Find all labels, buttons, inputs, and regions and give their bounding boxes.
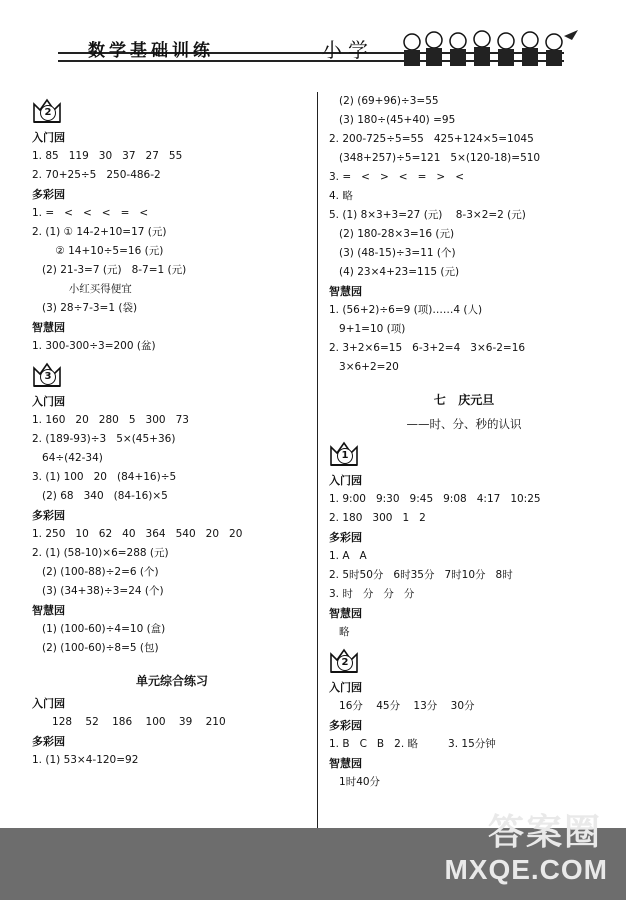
section-heading: 入门园: [32, 395, 65, 408]
unit-number: 1: [337, 448, 353, 464]
section-heading: 智慧园: [32, 321, 65, 334]
unit-badge: [32, 98, 62, 124]
book-grade: 小学: [322, 38, 374, 62]
answer-line: (348+257)÷5=121 5×(120-18)=510: [329, 152, 541, 164]
watermark-logo-text: 答案圈: [487, 812, 602, 853]
section-heading: 入门园: [32, 697, 65, 710]
answer-line: 2. 180 300 1 2: [329, 512, 426, 524]
answer-line: (2) 68 340 (84-16)×5: [32, 490, 168, 502]
answer-line: 2. (1) (58-10)×6=288 (元): [32, 547, 169, 559]
section-heading: 智慧园: [329, 757, 362, 770]
review-title: 单元综合练习: [135, 674, 208, 688]
left-column: [32, 92, 312, 770]
children-illustration-icon: [400, 28, 580, 72]
book-title: 数学基础训练: [88, 41, 214, 61]
answer-line: 1. B C B 2. 略 3. 15分钟: [329, 738, 496, 750]
unit-number: 3: [40, 369, 56, 385]
answer-line: 1. 85 119 30 37 27 55: [32, 150, 183, 162]
answer-line: 1. A A: [329, 550, 367, 562]
answer-line: (3) (48-15)÷3=11 (个): [329, 247, 456, 259]
section-heading: 多彩园: [32, 509, 65, 522]
answer-line: 4. 略: [329, 190, 353, 202]
answer-line: (3) 28÷7-3=1 (袋): [32, 302, 138, 314]
chapter-subtitle: ——时、分、秒的认识: [406, 417, 522, 431]
answer-line: 1. (1) 53×4-120=92: [32, 754, 139, 766]
answer-line: (3) 180÷(45+40) =95: [329, 114, 456, 126]
column-divider: [317, 92, 318, 830]
answer-line: (2) (100-88)÷2=6 (个): [32, 566, 159, 578]
answer-line: (2) 21-3=7 (元) 8-7=1 (元): [32, 264, 187, 276]
unit-number: 2: [40, 105, 56, 121]
chapter-title: 七 庆元旦: [433, 393, 495, 407]
answer-line: 64÷(42-34): [32, 452, 103, 464]
answer-line: 3. = < > < = > <: [329, 171, 465, 183]
answer-line: 1. 160 20 280 5 300 73: [32, 414, 189, 426]
section-heading: 入门园: [32, 131, 65, 144]
section-heading: 智慧园: [329, 285, 362, 298]
answer-line: 2. 70+25÷5 250-486-2: [32, 169, 161, 181]
answer-line: (2) 180-28×3=16 (元): [329, 228, 455, 240]
right-column: [329, 92, 599, 792]
watermark: [440, 796, 626, 900]
answer-line: 1. 9:00 9:30 9:45 9:08 4:17 10:25: [329, 493, 541, 505]
answer-line: (1) (100-60)÷4=10 (盒): [32, 623, 166, 635]
answer-line: 1. 250 10 62 40 364 540 20 20: [32, 528, 243, 540]
section-heading: 多彩园: [32, 188, 65, 201]
answer-line: (4) 23×4+23=115 (元): [329, 266, 460, 278]
unit-badge: [32, 362, 62, 388]
answer-line: 2. 3+2×6=15 6-3+2=4 3×6-2=16: [329, 342, 526, 354]
answer-line: 1. = < < < = <: [32, 207, 149, 219]
section-heading: 多彩园: [32, 735, 65, 748]
section-heading: 多彩园: [329, 719, 362, 732]
answer-line: 3. (1) 100 20 (84+16)÷5: [32, 471, 177, 483]
section-heading: 多彩园: [329, 531, 362, 544]
answer-line: 小红买得便宜: [32, 283, 132, 295]
page-header: [0, 0, 626, 82]
answer-line: 2. (189-93)÷3 5×(45+36): [32, 433, 176, 445]
answer-line: 3. 时 分 分 分: [329, 588, 415, 600]
answer-line: 2. (1) ① 14-2+10=17 (元): [32, 226, 167, 238]
answer-line: 3×6+2=20: [329, 361, 399, 373]
answer-line: 128 52 186 100 39 210: [32, 716, 226, 728]
answer-line: 2. 5时50分 6时35分 7时10分 8时: [329, 569, 513, 581]
section-heading: 智慧园: [32, 604, 65, 617]
section-heading: 入门园: [329, 681, 362, 694]
answer-line: (2) (69+96)÷3=55: [329, 95, 439, 107]
unit-badge: [329, 441, 359, 467]
unit-number: 2: [337, 655, 353, 671]
answer-line: (3) (34+38)÷3=24 (个): [32, 585, 164, 597]
answer-line: 16分 45分 13分 30分: [329, 700, 475, 712]
unit-badge: [329, 648, 359, 674]
watermark-url: MXQE.COM: [444, 854, 608, 885]
answer-line: 5. (1) 8×3+3=27 (元) 8-3×2=2 (元): [329, 209, 526, 221]
section-heading: 智慧园: [329, 607, 362, 620]
answer-line: 2. 200-725÷5=55 425+124×5=1045: [329, 133, 534, 145]
section-heading: 入门园: [329, 474, 362, 487]
answer-line: 略: [329, 626, 350, 638]
answer-line: 1时40分: [329, 776, 381, 788]
answer-line: 9+1=10 (项): [329, 323, 406, 335]
answer-line: 1. 300-300÷3=200 (盆): [32, 340, 156, 352]
answer-line: (2) (100-60)÷8=5 (包): [32, 642, 159, 654]
answer-line: 1. (56+2)÷6=9 (项)……4 (人): [329, 304, 483, 316]
answer-line: ② 14+10÷5=16 (元): [32, 245, 164, 257]
